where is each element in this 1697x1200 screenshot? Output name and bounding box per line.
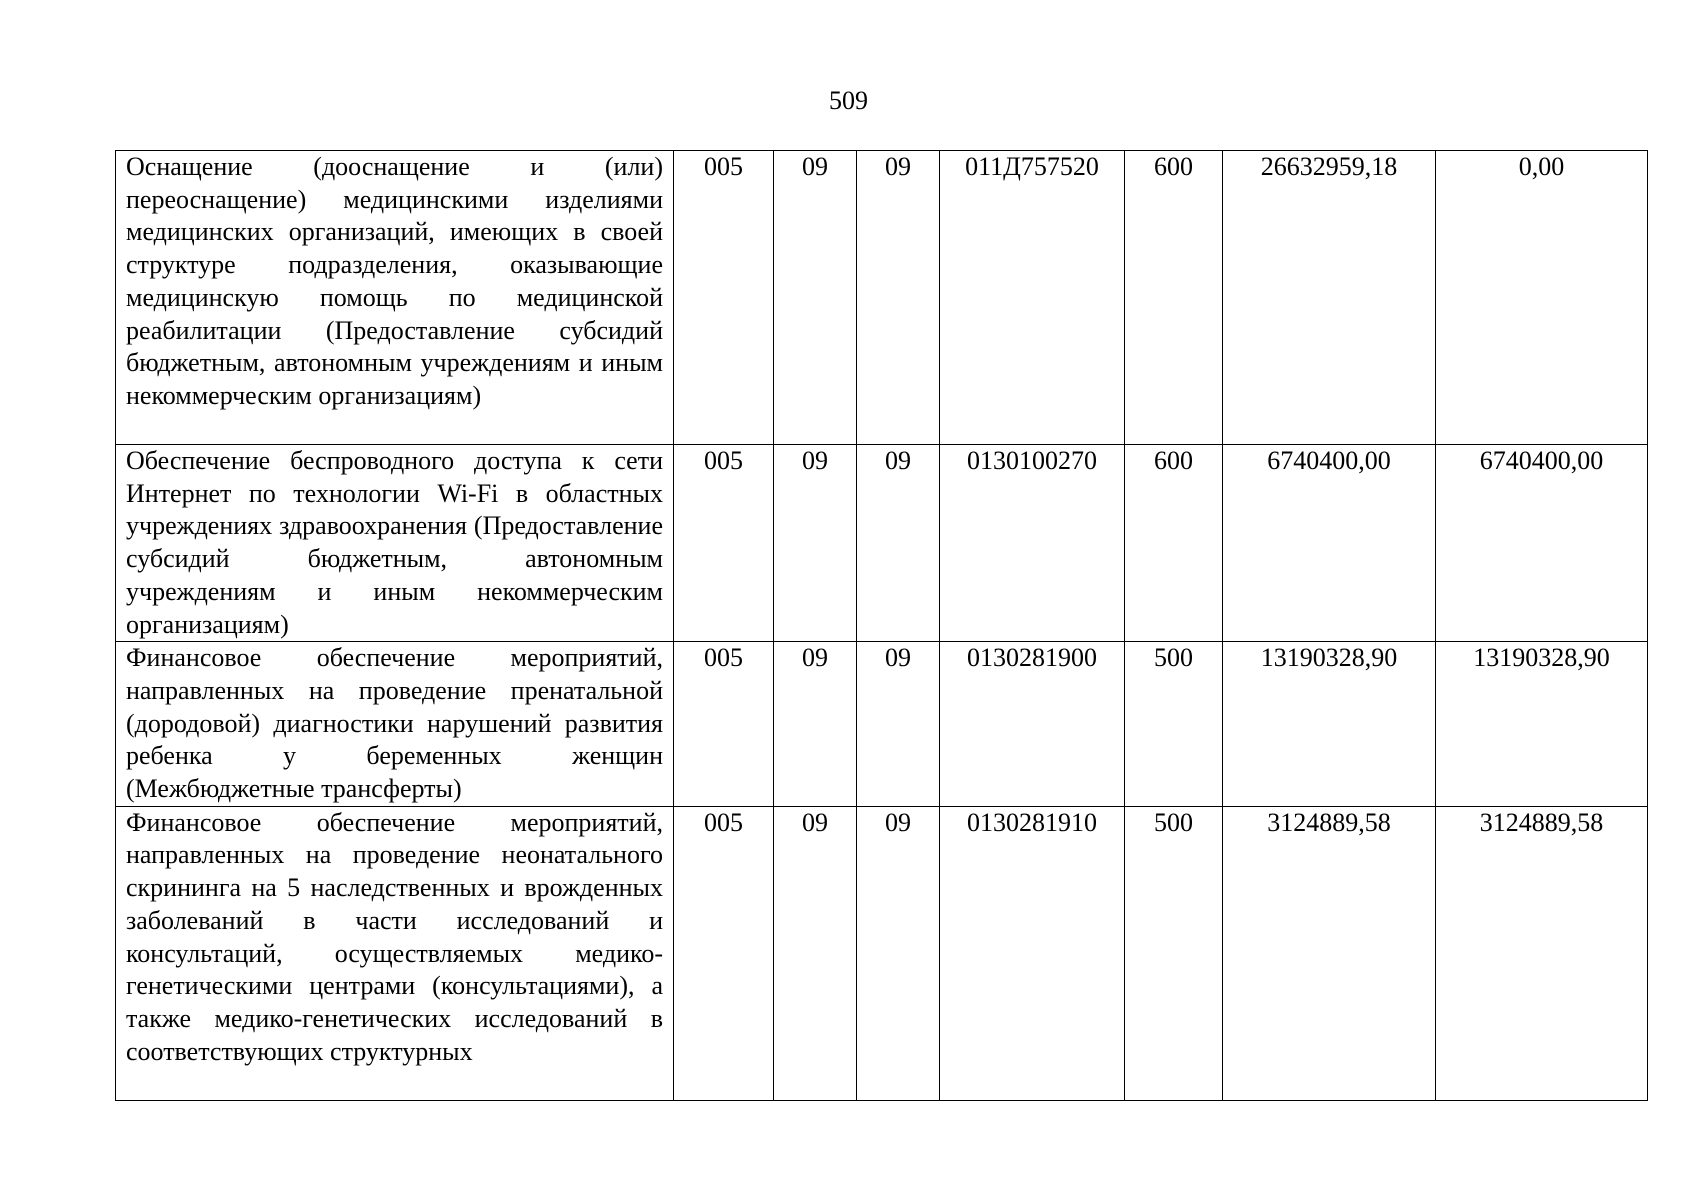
ministry-code: 005	[674, 806, 774, 1100]
expense-type-code: 600	[1125, 445, 1223, 642]
row-description: Финансовое обеспечение мероприятий, направленных на проведение неонатального скрининга на 5 наследственных и врожденных заболеваний в части исследований и консультаций, осуществляемых медико-генетическими центрами (консультациями), а также медико-генетических исследований в соответствующих структурных	[116, 806, 674, 1100]
subsection-code: 09	[857, 806, 940, 1100]
budget-table	[115, 150, 1648, 1101]
expense-type-code: 500	[1125, 642, 1223, 807]
table-row	[116, 445, 1648, 642]
section-code: 09	[774, 806, 857, 1100]
amount-second: 3124889,58	[1436, 806, 1648, 1100]
amount-second: 13190328,90	[1436, 642, 1648, 807]
amount-first: 6740400,00	[1223, 445, 1436, 642]
amount-second: 6740400,00	[1436, 445, 1648, 642]
row-description: Финансовое обеспечение мероприятий, направленных на проведение пренатальной (дородовой) диагностики нарушений развития ребенка у беременных женщин (Межбюджетные трансферты)	[116, 642, 674, 807]
section-code: 09	[774, 642, 857, 807]
amount-first: 13190328,90	[1223, 642, 1436, 807]
amount-first: 26632959,18	[1223, 151, 1436, 445]
table-row	[116, 642, 1648, 807]
target-item-code: 011Д757520	[940, 151, 1125, 445]
target-item-code: 0130281900	[940, 642, 1125, 807]
subsection-code: 09	[857, 445, 940, 642]
ministry-code: 005	[674, 642, 774, 807]
amount-second: 0,00	[1436, 151, 1648, 445]
page-number: 509	[829, 86, 868, 115]
row-description: Обеспечение беспроводного доступа к сети Интернет по технологии Wi-Fi в областных учреждениях здравоохранения (Предоставление субсидий бюджетным, автономным учреждениям и иным некоммерческим организациям)	[116, 445, 674, 642]
section-code: 09	[774, 151, 857, 445]
row-description: Оснащение (дооснащение и (или) переоснащение) медицинскими изделиями медицинских организаций, имеющих в своей структуре подразделения, оказывающие медицинскую помощь по медицинской реабилитации (Предоставление субсидий бюджетным, автономным учреждениям и иным некоммерческим организациям)	[116, 151, 674, 445]
table-row	[116, 151, 1648, 445]
target-item-code: 0130281910	[940, 806, 1125, 1100]
target-item-code: 0130100270	[940, 445, 1125, 642]
subsection-code: 09	[857, 642, 940, 807]
expense-type-code: 500	[1125, 806, 1223, 1100]
expense-type-code: 600	[1125, 151, 1223, 445]
subsection-code: 09	[857, 151, 940, 445]
table-row	[116, 806, 1648, 1100]
ministry-code: 005	[674, 151, 774, 445]
ministry-code: 005	[674, 445, 774, 642]
amount-first: 3124889,58	[1223, 806, 1436, 1100]
section-code: 09	[774, 445, 857, 642]
